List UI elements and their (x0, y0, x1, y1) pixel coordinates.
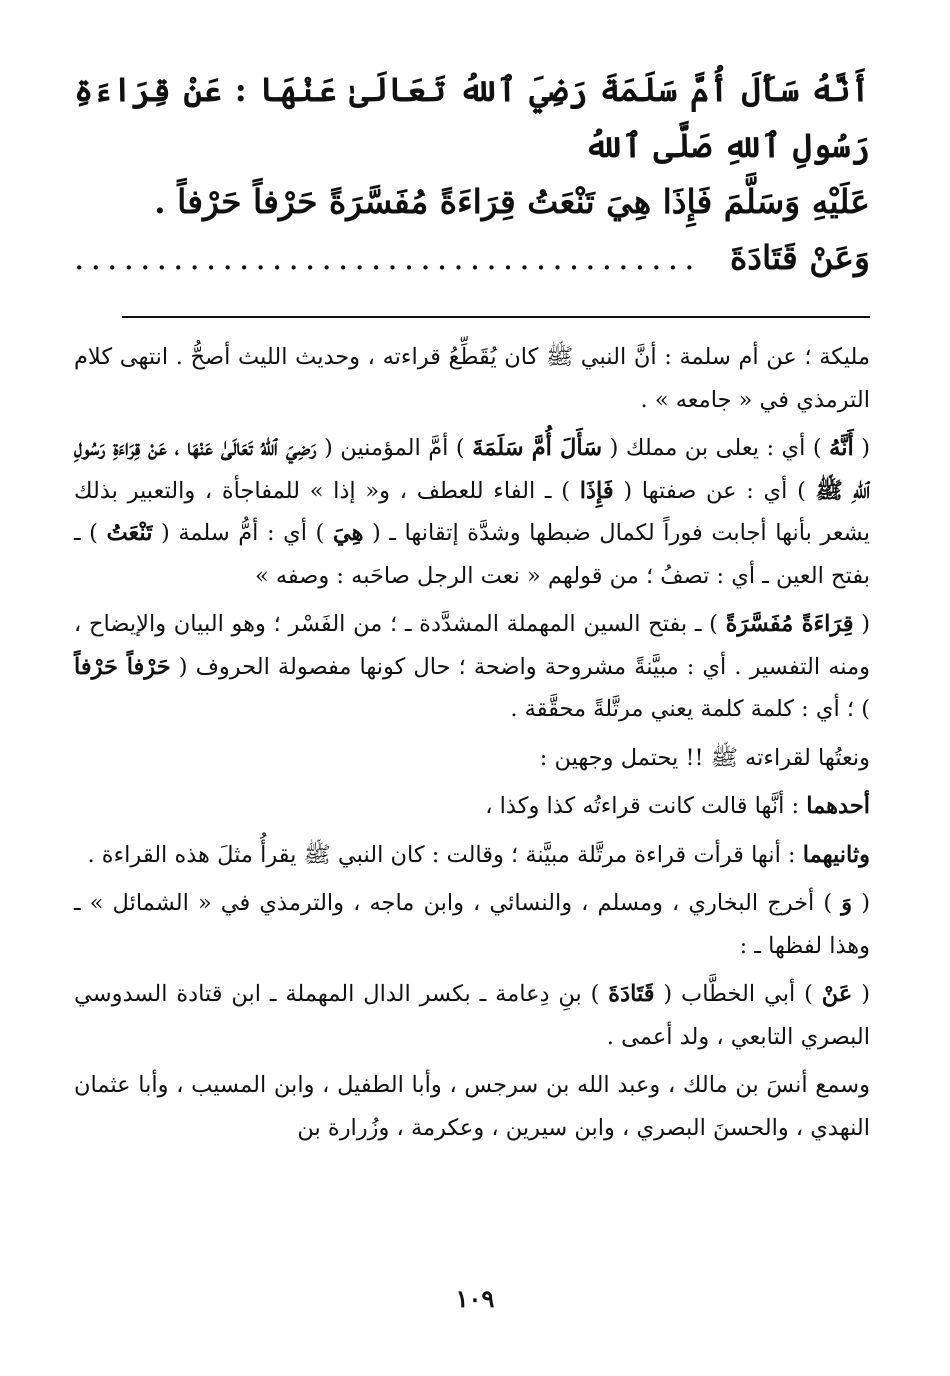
commentary-segment: ) ـ بفتح السين المهملة المشدَّدة ـ ؛ من الفَسْر ؛ وهو البيان والإيضاح ، ومنه التفسير . أي : مبيَّنةً مشروحة واضحة ؛ حال كونها مفصولة الحروف ( (74, 611, 870, 680)
commentary-segment: ونعتُها لقراءته ﷺ !! يحتمل وجهين : (539, 744, 870, 771)
commentary-segment: ) أي : أمُّ سلمة ( (152, 520, 333, 546)
hadith-line-2: عَلَيْهِ وَسَلَّمَ فَإِذَا هِيَ تَنْعَتُ قِرَاءَةً مُفَسَّرَةً حَرْفاً حَرْفاً . (154, 182, 870, 221)
quoted-hadith-term: فَإِذَا (579, 477, 614, 504)
commentary-segment: ) أمَّ المؤمنين ( (316, 435, 473, 461)
quoted-hadith-term: قَتَادَةَ (608, 981, 655, 1007)
quoted-hadith-term: أحدهما (806, 793, 870, 819)
quoted-hadith-term: حَرْفاً حَرْفاً (74, 653, 171, 680)
quoted-hadith-term: وَ (841, 890, 853, 916)
quoted-hadith-term: قِرَاءَةً مُفَسَّرَةً (725, 611, 854, 637)
commentary-segment: ( (853, 611, 870, 637)
commentary-segment: مليكة ؛ عن أم سلمة : أنَّ النبي ﷺ كان يُقَطِّعُ قراءته ، وحديث الليث أصحُّ . انتهى كلام الترمذي في « جامعه » . (74, 344, 870, 413)
commentary-segment: : أنَّها قالت كانت قراءتُه كذا وكذا ، (485, 793, 807, 819)
quoted-hadith-term: سَأَلَ أُمَّ سَلَمَةَ (472, 435, 603, 461)
ellipsis-dots: ...................................... (74, 238, 701, 277)
commentary-segment: وسمع أنسَ بن مالك ، وعبد الله بن سرجس ، وأبا الطفيل ، وابن المسيب ، وأبا عثمان النهدي ، والحسنَ البصري ، وابن سيرين ، وعكرمة ، وزُرارة بن (74, 1072, 870, 1141)
quoted-hadith-term: تَنْعَتُ (106, 520, 153, 546)
commentary-paragraph (74, 882, 870, 967)
commentary-paragraph (74, 737, 870, 780)
commentary-segment: ) ـ الفاء للعطف ، و« إذا » للمفاجأة ، والتعبير بذلك يشعر بأنها أجابت فوراً لكمال ضبطها وشدَّة إتقانها ـ ( (74, 477, 870, 546)
commentary-segment: ( (852, 890, 870, 916)
commentary-paragraph (74, 973, 870, 1058)
commentary-segment: : أنها قرأت قراءة مرتَّلة مبيَّنة ؛ وقالت : كان النبي ﷺ يقرأُ مثلَ هذه القراءة . (87, 841, 803, 868)
commentary-segment: ) أخرج البخاري ، ومسلم ، والنسائي ، وابن ماجه ، والترمذي في « الشمائل » ـ وهذا لفظها ـ : (74, 890, 870, 959)
commentary-paragraph (74, 834, 870, 877)
commentary-paragraph (74, 603, 870, 731)
commentary-segment: ) أي : عن صفتها ( (613, 477, 816, 504)
quoted-hadith-term: عَنْ (821, 981, 853, 1007)
hadith-line-3 (74, 230, 870, 286)
commentary-paragraph (74, 785, 870, 828)
hadith-text (74, 62, 870, 286)
commentary-text (74, 336, 870, 1149)
commentary-paragraph (74, 427, 870, 597)
commentary-segment: ) ؛ أي : كلمة كلمة يعني مرتَّلةً محقَّقة . (510, 696, 870, 722)
commentary-segment: ) ـ بفتح العين ـ أي : تصفُ ؛ من قولهم « نعت الرجل صاحَبه : وصفه » (74, 520, 870, 589)
commentary-segment: ) أي : يعلى بن مملك ( (602, 435, 830, 461)
hadith-line-3-text: وَعَنْ قَتَادَةَ (729, 238, 870, 277)
commentary-paragraph (74, 336, 870, 421)
commentary-paragraph (74, 1064, 870, 1149)
commentary-segment: ( (852, 981, 870, 1007)
hadith-line-1: أَنَّهُ سَأَلَ أُمَّ سَلَمَةَ رَضِيَ ٱللهُ تَعَالَىٰ عَنْهَا : عَنْ قِرَاءَةِ رَسُولِ ٱللهِ صَلَّى ٱللهُ (74, 70, 870, 165)
commentary-segment: ) أبي الخطَّاب ( (654, 981, 822, 1007)
quoted-hadith-term: هِيَ (332, 520, 364, 546)
quoted-hadith-term: وثانيهما (802, 841, 870, 868)
quoted-hadith-term: أَنَّهُ (829, 435, 854, 461)
commentary-segment: ) بنِ دِعامة ـ بكسر الدال المهملة ـ ابن قتادة السدوسي البصري التابعي ، ولد أعمى . (74, 981, 870, 1050)
quoted-hadith-term: رَضِيَ ٱللهُ تَعَالَىٰ عَنْهَا ، عَنْ قِرَاءَةِ رَسُولِ ٱللهِ ﷺ (74, 435, 870, 504)
page-number: ١٠٩ (455, 1284, 495, 1313)
footnote-divider (122, 316, 870, 318)
commentary-segment: ( (853, 435, 870, 461)
